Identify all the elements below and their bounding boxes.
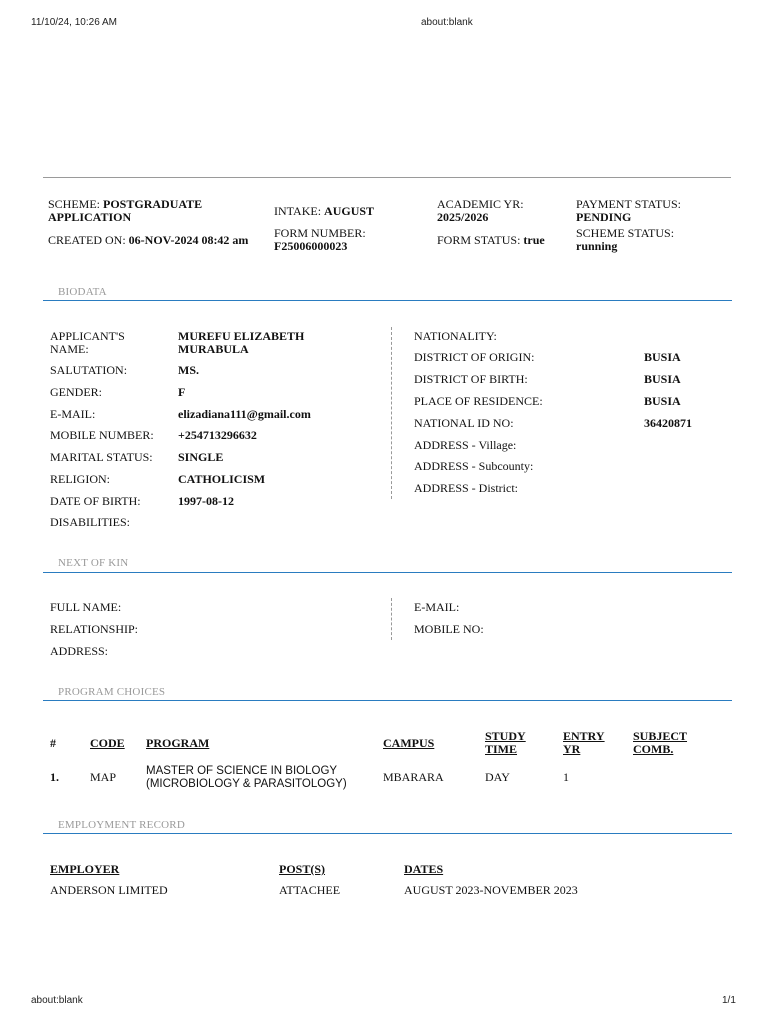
section-divider-employment xyxy=(43,833,732,834)
employment-row-employer: ANDERSON LIMITED xyxy=(50,883,168,897)
created-field xyxy=(48,234,248,247)
intake-label: INTAKE: xyxy=(274,204,322,218)
email-value: elizadiana111@gmail.com xyxy=(178,407,311,421)
intake-value: AUGUST xyxy=(324,204,375,218)
scheme-status-value: running xyxy=(576,239,618,253)
address-village-label: ADDRESS - Village: xyxy=(414,438,517,452)
form-number-value: F25006000023 xyxy=(274,239,348,253)
district-origin-value: BUSIA xyxy=(644,350,681,364)
form-number-field xyxy=(274,227,366,253)
section-title-program-choices: PROGRAM CHOICES xyxy=(58,686,166,698)
gender-value: F xyxy=(178,385,186,399)
program-header-subject-comb-line2: COMB. xyxy=(633,742,674,756)
section-title-next-of-kin: NEXT OF KIN xyxy=(58,557,129,569)
district-birth-value: BUSIA xyxy=(644,372,681,386)
applicant-name-value xyxy=(178,330,304,356)
employment-header-dates: DATES xyxy=(404,862,444,876)
applicant-name-label-line1: APPLICANT'S xyxy=(50,329,125,343)
national-id-label: NATIONAL ID NO: xyxy=(414,416,514,430)
form-status-value: true xyxy=(523,233,545,247)
print-page-number: 1/1 xyxy=(722,995,736,1006)
program-header-study-time xyxy=(485,730,526,756)
employment-header-employer: EMPLOYER xyxy=(50,862,120,876)
salutation-value: MS. xyxy=(178,363,199,377)
created-label: CREATED ON: xyxy=(48,233,126,247)
marital-label: MARITAL STATUS: xyxy=(50,450,153,464)
employment-row-dates: AUGUST 2023-NOVEMBER 2023 xyxy=(404,883,578,897)
section-title-employment: EMPLOYMENT RECORD xyxy=(58,819,185,831)
program-row-entry-yr: 1 xyxy=(563,770,569,784)
address-subcounty-label: ADDRESS - Subcounty: xyxy=(414,459,534,473)
program-row-study-time: DAY xyxy=(485,770,510,784)
print-title: about:blank xyxy=(421,17,473,28)
program-header-num: # xyxy=(50,736,56,750)
district-birth-label: DISTRICT OF BIRTH: xyxy=(414,372,528,386)
kin-full-name-label: FULL NAME: xyxy=(50,600,122,614)
top-divider xyxy=(43,177,731,178)
program-row-program-line2: (MICROBIOLOGY & PARASITOLOGY) xyxy=(146,778,347,790)
kin-relationship-label: RELATIONSHIP: xyxy=(50,622,139,636)
district-origin-label: DISTRICT OF ORIGIN: xyxy=(414,350,535,364)
form-status-label: FORM STATUS: xyxy=(437,233,521,247)
mobile-label: MOBILE NUMBER: xyxy=(50,428,154,442)
program-row-num: 1. xyxy=(50,770,59,784)
religion-value: CATHOLICISM xyxy=(178,472,266,486)
program-header-campus: CAMPUS xyxy=(383,736,435,750)
academic-label: ACADEMIC YR: xyxy=(437,197,524,211)
print-datetime: 11/10/24, 10:26 AM xyxy=(31,17,117,28)
scheme-value-2: APPLICATION xyxy=(48,210,132,224)
residence-label: PLACE OF RESIDENCE: xyxy=(414,394,543,408)
form-status-field xyxy=(437,234,545,247)
biodata-column-divider xyxy=(391,327,392,499)
created-value: 06-NOV-2024 08:42 am xyxy=(128,233,249,247)
intake-field xyxy=(274,205,374,218)
academic-value: 2025/2026 xyxy=(437,210,489,224)
scheme-value: POSTGRADUATE xyxy=(103,197,203,211)
program-header-study-time-line2: TIME xyxy=(485,742,518,756)
salutation-label: SALUTATION: xyxy=(50,363,128,377)
applicant-name-value-line2: MURABULA xyxy=(178,342,249,356)
gender-label: GENDER: xyxy=(50,385,102,399)
form-number-label: FORM NUMBER: xyxy=(274,226,366,240)
employment-row-post: ATTACHEE xyxy=(279,883,341,897)
dob-value: 1997-08-12 xyxy=(178,494,234,508)
section-divider-next-of-kin xyxy=(43,572,732,573)
national-id-value: 36420871 xyxy=(644,416,692,430)
program-header-entry-yr-line2: YR xyxy=(563,742,581,756)
applicant-name-label-line2: NAME: xyxy=(50,342,89,356)
program-row-campus: MBARARA xyxy=(383,770,444,784)
applicant-name-label xyxy=(50,330,125,356)
program-row-program xyxy=(146,765,347,791)
program-header-entry-yr xyxy=(563,730,605,756)
marital-value: SINGLE xyxy=(178,450,224,464)
payment-label: PAYMENT STATUS: xyxy=(576,197,681,211)
scheme-status-field xyxy=(576,227,674,253)
kin-column-divider xyxy=(391,598,392,640)
religion-label: RELIGION: xyxy=(50,472,110,486)
disabilities-label: DISABILITIES: xyxy=(50,515,130,529)
section-title-biodata: BIODATA xyxy=(58,286,107,298)
program-header-study-time-line1: STUDY xyxy=(485,729,526,743)
address-district-label: ADDRESS - District: xyxy=(414,481,519,495)
residence-value: BUSIA xyxy=(644,394,681,408)
kin-address-label: ADDRESS: xyxy=(50,644,109,658)
program-header-code: CODE xyxy=(90,736,125,750)
scheme-field xyxy=(48,198,202,224)
kin-email-label: E-MAIL: xyxy=(414,600,460,614)
program-row-program-line1: MASTER OF SCIENCE IN BIOLOGY xyxy=(146,765,338,777)
applicant-name-value-line1: MUREFU ELIZABETH xyxy=(178,329,305,343)
scheme-label: SCHEME: xyxy=(48,197,101,211)
section-divider-program-choices xyxy=(43,700,732,701)
employment-header-posts: POST(S) xyxy=(279,862,326,876)
program-header-subject-comb xyxy=(633,730,687,756)
scheme-status-label: SCHEME STATUS: xyxy=(576,226,675,240)
kin-mobile-label: MOBILE NO: xyxy=(414,622,484,636)
academic-field xyxy=(437,198,524,224)
dob-label: DATE OF BIRTH: xyxy=(50,494,141,508)
mobile-value: +254713296632 xyxy=(178,428,257,442)
print-footer-url: about:blank xyxy=(31,995,83,1006)
program-header-subject-comb-line1: SUBJECT xyxy=(633,729,688,743)
section-divider-biodata xyxy=(43,300,732,301)
program-header-program: PROGRAM xyxy=(146,736,210,750)
payment-value: PENDING xyxy=(576,210,632,224)
payment-field xyxy=(576,198,681,224)
program-row-code: MAP xyxy=(90,770,117,784)
email-label: E-MAIL: xyxy=(50,407,96,421)
nationality-label: NATIONALITY: xyxy=(414,329,497,343)
program-header-entry-yr-line1: ENTRY xyxy=(563,729,605,743)
